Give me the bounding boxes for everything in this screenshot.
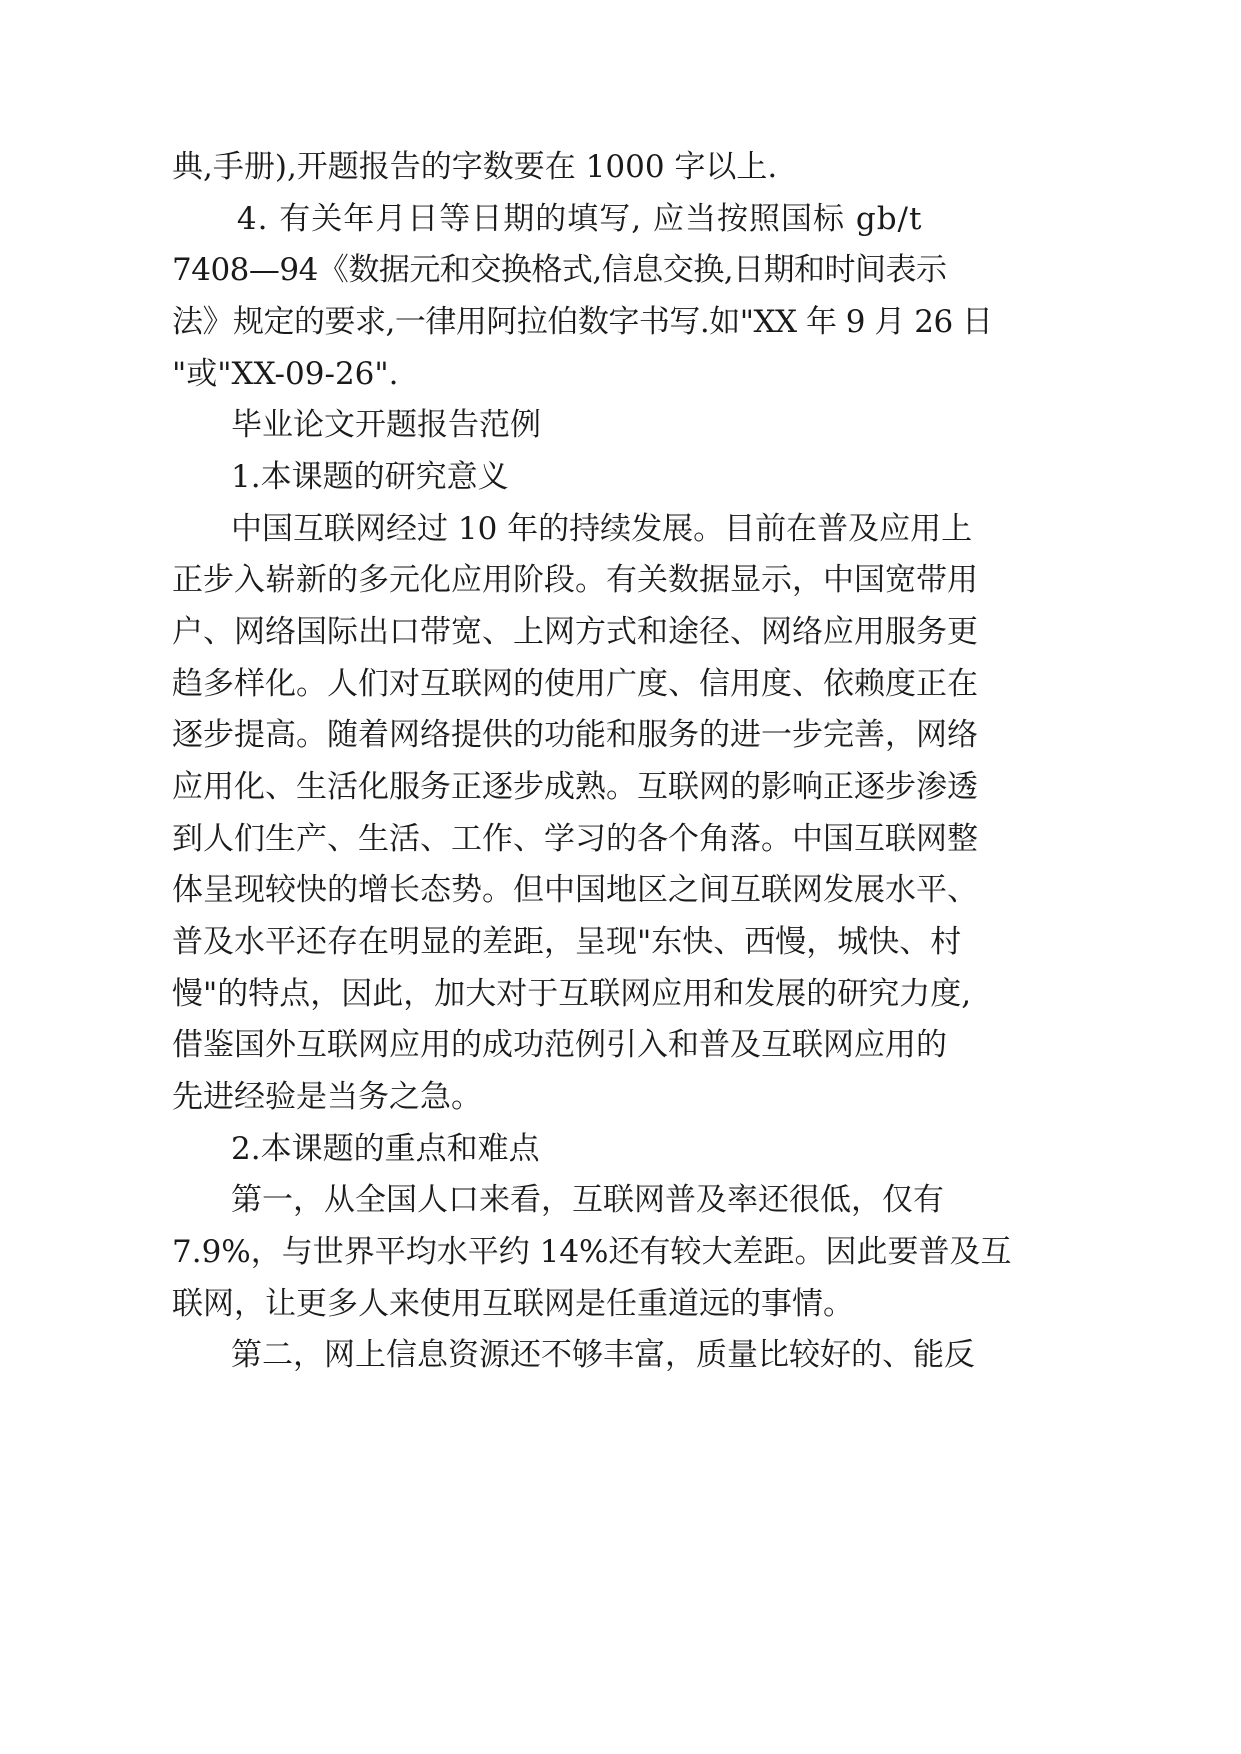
text-line: 体呈现较快的增长态势。但中国地区之间互联网发展水平、 (172, 872, 978, 908)
text-line: 第一，从全国人口来看，互联网普及率还很低，仅有 (231, 1182, 944, 1218)
text-line: 普及水平还存在明显的差距，呈现"东快、西慢，城快、村 (172, 924, 962, 960)
text-line: 第二，网上信息资源还不够丰富，质量比较好的、能反 (231, 1337, 975, 1373)
text-line: 慢"的特点，因此，加大对于互联网应用和发展的研究力度, (172, 976, 972, 1012)
section-heading: 1.本课题的研究意义 (231, 459, 509, 495)
text-line: 联网，让更多人来使用互联网是任重道远的事情。 (172, 1286, 854, 1322)
text-line: 典,手册),开题报告的字数要在 1000 字以上. (172, 149, 778, 185)
text-line: 正步入崭新的多元化应用阶段。有关数据显示，中国宽带用 (172, 562, 978, 598)
section-heading: 毕业论文开题报告范例 (231, 407, 541, 443)
text-line: 到人们生产、生活、工作、学习的各个角落。中国互联网整 (172, 821, 978, 857)
text-line: 7.9%，与世界平均水平约 14%还有较大差距。因此要普及互 (172, 1234, 1012, 1270)
text-line: 户、网络国际出口带宽、上网方式和途径、网络应用服务更 (172, 614, 978, 650)
text-line: 4. 有关年月日等日期的填写, 应当按照国标 gb/t (226, 201, 923, 237)
text-line: 7408—94《数据元和交换格式,信息交换,日期和时间表示 (172, 252, 947, 288)
text-line: 中国互联网经过 10 年的持续发展。目前在普及应用上 (231, 511, 973, 547)
section-heading: 2.本课题的重点和难点 (231, 1131, 540, 1167)
text-line: 应用化、生活化服务正逐步成熟。互联网的影响正逐步渗透 (172, 769, 978, 805)
text-line: 趋多样化。人们对互联网的使用广度、信用度、依赖度正在 (172, 666, 978, 702)
text-line: 先进经验是当务之急。 (172, 1079, 482, 1115)
text-line: 法》规定的要求,一律用阿拉伯数字书写.如"XX 年 9 月 26 日 (172, 304, 993, 340)
text-line: 借鉴国外互联网应用的成功范例引入和普及互联网应用的 (172, 1027, 947, 1063)
text-line: "或"XX-09-26". (172, 356, 399, 392)
text-line: 逐步提高。随着网络提供的功能和服务的进一步完善，网络 (172, 717, 978, 753)
